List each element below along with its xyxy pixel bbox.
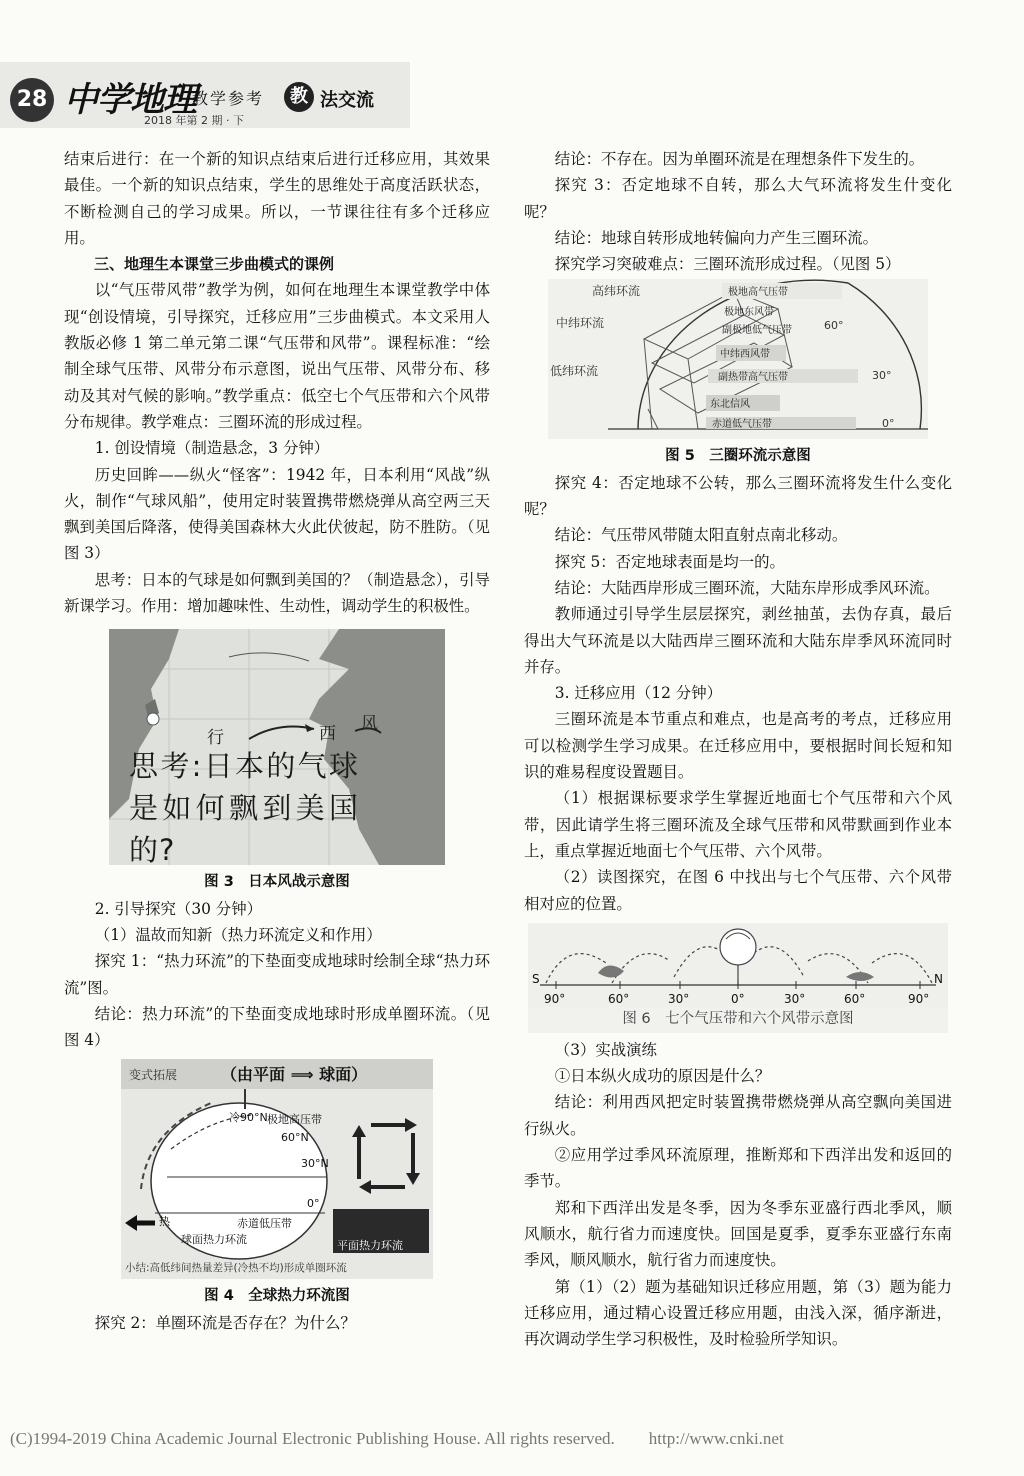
paragraph: 第（1）（2）题为基础知识迁移应用题，第（3）题为能力迁移应用，通过精心设置迁移应用题，由浅入深，循序渐进，再次调动学生学习积极性，及时检验所学知识。 bbox=[524, 1277, 952, 1349]
lat-label: 0° bbox=[882, 417, 895, 431]
lat-label: 30° bbox=[872, 369, 892, 383]
paragraph: 结论：不存在。因为单圈环流是在理想条件下发生的。 bbox=[554, 150, 925, 168]
paragraph: 探究 4：否定地球不公转，那么三圈环流将发生什么变化呢？ bbox=[524, 473, 952, 519]
lat-label: 0° bbox=[307, 1197, 320, 1211]
tick-label: 0° bbox=[731, 991, 745, 1006]
plane-label: 平面热力环流 bbox=[337, 1239, 403, 1253]
sphere-label: 球面热力环流 bbox=[181, 1233, 247, 1247]
paragraph: 郑和下西洋出发是冬季，因为冬季东亚盛行西北季风，顺风顺水，航行省力而速度快。回国是夏季，夏季东亚盛行东南季风，顺风顺水，航行省力而速度快。 bbox=[524, 1198, 952, 1270]
right-column bbox=[524, 146, 952, 1352]
column-badge: 教 bbox=[284, 82, 314, 112]
paragraph: 探究 1：“热力环流”的下垫面变成地球时绘制全球“热力环流”图。 bbox=[64, 952, 490, 997]
tick-label: 30° bbox=[668, 991, 690, 1006]
paragraph: 探究 5：否定地球表面是均一的。 bbox=[554, 552, 785, 571]
band-label: 副极地低气压带 bbox=[722, 325, 792, 337]
band-label: 赤道低压带 bbox=[237, 1217, 292, 1231]
paragraph: ②应用学过季风环流原理，推断郑和下西洋出发和返回的季节。 bbox=[524, 1146, 952, 1191]
map-label: 西 bbox=[319, 724, 336, 745]
hot-label: 热 bbox=[159, 1215, 170, 1229]
paragraph: 教师通过引导学生层层探究，剥丝抽茧，去伪存真，最后得出大气环流是以大陆西岸三圈环流和大陆东岸季风环流同时并存。 bbox=[524, 605, 952, 676]
diagram-title: （由平面 ⟹ 球面） bbox=[221, 1065, 368, 1085]
tick-label: 90° bbox=[544, 991, 566, 1006]
paragraph: 结束后进行：在一个新的知识点结束后进行迁移应用，其效果最佳。一个新的知识点结束，学生的思维处于高度活跃状态，不断检测自己的学习成果。所以，一节课往往有多个迁移应用。 bbox=[64, 150, 490, 247]
lat-label: 30°N bbox=[301, 1157, 329, 1171]
summary-label: 小结:高低纬间热量差异(冷热不均)形成单圈环流 bbox=[125, 1262, 347, 1275]
lat-label: 60° bbox=[824, 319, 844, 333]
lat-label: 60°N bbox=[281, 1131, 309, 1145]
paragraph: 结论：热力环流”的下垫面变成地球时形成单圈环流。（见图 4） bbox=[64, 1004, 490, 1050]
paragraph: 思考：日本的气球是如何飘到美国的？（制造悬念），引导新课学习。作用：增加趣味性、生动性，调动学生的积极性。 bbox=[64, 570, 490, 616]
band-label: 副热带高气压带 bbox=[718, 372, 788, 384]
figure-6 bbox=[528, 923, 948, 1033]
paragraph: （3）实战演练 bbox=[554, 1040, 657, 1059]
figure-caption: 图 6 七个气压带和六个风带示意图 bbox=[622, 1010, 854, 1027]
issue-info: 2018 年第 2 期 · 下 bbox=[144, 114, 244, 127]
map-label: 风 bbox=[361, 714, 378, 735]
band-label: 极地东风带 bbox=[724, 307, 774, 319]
figure-3 bbox=[109, 629, 445, 868]
paragraph: 探究 3：否定地球不自转，那么大气环流将发生什变化呢？ bbox=[524, 176, 952, 221]
subsection-heading: 1. 创设情境（制造悬念，3 分钟） bbox=[94, 439, 330, 458]
magazine-subtitle: 教学参考 bbox=[192, 89, 265, 108]
three-cell-circulation-diagram bbox=[548, 279, 928, 439]
paragraph: 探究学习突破难点：三圈环流形成过程。（见图 5） bbox=[554, 255, 901, 274]
paragraph: 探究 2：单圈环流是否存在？为什么？ bbox=[94, 1313, 356, 1332]
figure-4 bbox=[121, 1059, 433, 1279]
paragraph: 历史回眸——纵火“怪客”：1942 年，日本利用“风战”纵火，制作“气球风船”，使用定时装置携带燃烧弹从高空两三天飘到美国后降落，使得美国森林大火此伏彼起，防不胜防。（见图 3） bbox=[64, 465, 490, 563]
cell-label: 中纬环流 bbox=[556, 316, 605, 331]
section-heading: 三、地理生本课堂三步曲模式的课例 bbox=[94, 255, 335, 274]
thermal-circulation-diagram bbox=[121, 1059, 433, 1279]
paragraph: 结论：地球自转形成地转偏向力产生三圈环流。 bbox=[554, 228, 879, 247]
cell-label: 高纬环流 bbox=[592, 284, 641, 299]
paragraph: 结论：利用西风把定时装置携带燃烧弹从高空飘向美国进行纵火。 bbox=[524, 1093, 952, 1138]
magazine-logo: 中学地理 bbox=[64, 80, 196, 120]
band-label: 极地高气压带 bbox=[728, 287, 788, 299]
pole-label: N bbox=[934, 971, 943, 986]
paragraph: 结论：大陆西岸形成三圈环流，大陆东岸形成季风环流。 bbox=[554, 578, 940, 597]
paragraph: （1）根据课标要求学生掌握近地面七个气压带和六个风带，因此请学生将三圈环流及全球气压带和风带默画到作业本上，重点掌握近地面七个气压带、六个风带。 bbox=[524, 789, 952, 860]
lat-label: 冷90°N bbox=[229, 1111, 268, 1125]
band-label: 极地高压带 bbox=[267, 1113, 322, 1127]
pole-label: S bbox=[532, 971, 540, 986]
banner-label: 变式拓展 bbox=[129, 1068, 178, 1083]
paragraph: （2）读图探究，在图 6 中找出与七个气压带、六个风带相对应的位置。 bbox=[524, 868, 952, 913]
copyright-footer: (C)1994-2019 China Academic Journal Electronic Publishing House. All rights reserved. http://www.cnki.net bbox=[10, 1429, 784, 1448]
band-label: 中纬西风带 bbox=[720, 349, 770, 361]
page-number: 28 bbox=[10, 78, 54, 122]
band-label: 东北信风 bbox=[710, 399, 750, 411]
figure-caption: 图 3 日本风战示意图 bbox=[204, 874, 350, 891]
tick-label: 60° bbox=[844, 991, 866, 1006]
cell-label: 低纬环流 bbox=[550, 364, 599, 379]
figure-caption: 图 4 全球热力环流图 bbox=[204, 1288, 350, 1305]
band-label: 赤道低气压带 bbox=[712, 419, 772, 431]
subsection-heading: 3. 迁移应用（12 分钟） bbox=[554, 684, 722, 703]
figure-5 bbox=[548, 279, 928, 439]
subsection-heading: （1）温故而知新（热力环流定义和作用） bbox=[94, 925, 382, 944]
column-name: 法交流 bbox=[320, 90, 374, 111]
map-label: 行 bbox=[207, 728, 224, 749]
tick-label: 30° bbox=[784, 991, 806, 1006]
left-column bbox=[64, 146, 490, 1336]
subsection-heading: 2. 引导探究（30 分钟） bbox=[94, 899, 262, 918]
map-overlay-text: 思考:日本的气球是如何飘到美国的? bbox=[129, 749, 359, 868]
tick-label: 60° bbox=[608, 991, 630, 1006]
paragraph: 三圈环流是本节重点和难点，也是高考的考点，迁移应用可以检测学生学习成果。在迁移应用中，要根据时间长短和知识的难易程度设置题目。 bbox=[524, 710, 952, 782]
figure-caption: 图 5 三圈环流示意图 bbox=[665, 448, 811, 465]
paragraph: ①日本纵火成功的原因是什么？ bbox=[554, 1067, 771, 1086]
paragraph: 结论：气压带风带随太阳直射点南北移动。 bbox=[554, 526, 848, 545]
paragraph: 以“气压带风带”教学为例，如何在地理生本课堂教学中体现“创设情境，引导探究，迁移应用”三步曲模式。本文采用人教版必修 1 第二单元第二课“气压带和风带”。课程标准：“绘制全球气压带、风带分布示意图，说出气压带、风带分布、移动及其对气候的影响。”教学重点：低空七个气压带和六个风带分布规律。教学难点：三圈环流的形成过程。 bbox=[64, 281, 490, 431]
pressure-wind-belt-diagram bbox=[528, 923, 948, 1007]
tick-label: 90° bbox=[908, 991, 930, 1006]
